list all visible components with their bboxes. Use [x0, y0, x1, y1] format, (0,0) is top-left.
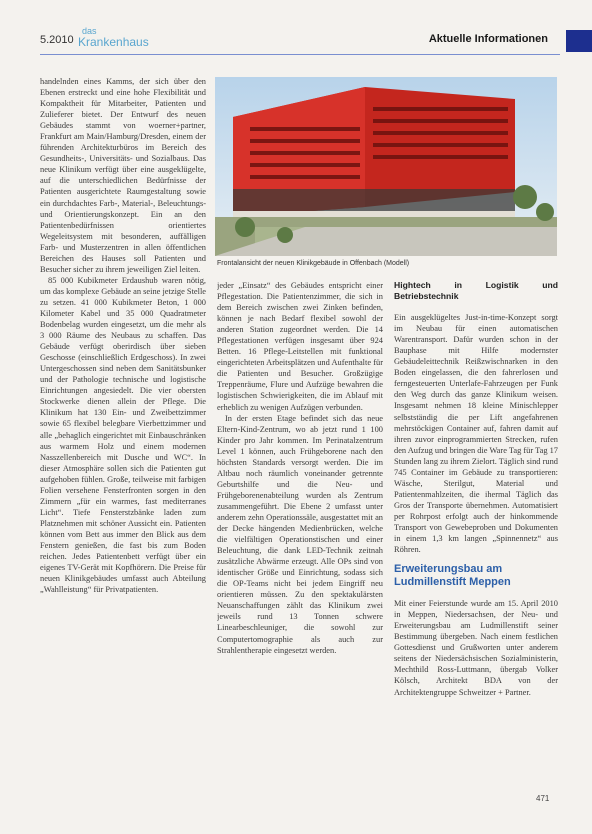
issue-number: 5.2010: [40, 34, 74, 46]
logo-small-text: das: [82, 26, 97, 36]
page-header: [0, 24, 592, 54]
page-number: 471: [536, 794, 550, 803]
paragraph: 85 000 Kubikmeter Erdaushub waren nötig, um das komplexe Gebäude an seine jetzige Stelle zu setzen. 41 000 Kubikmeter Beton, 1 000 Kilometer Kabel und 35 000 Quadratmeter Bodenbelag wurden eingesetzt, um die mehr als 3 000 Räume des Neubaus zu schaffen. Das Gebäude verfügt oberirdisch über sieben Geschosse (einschließlich Erdgeschoss). In zwei Untergeschossen sind neben dem Sanitätsbunker und der Pathologie technische und logistische Einrichtungen angesiedelt. Die vier obersten Stockwerke dienen allein der Pflege. Die Klinikum hat 130 Ein- und Zweibettzimmer sowie 65 flexibel belegbare Vierbettzimmer und alle „behaglich eingerichtet mit Einbauschränken aus warmem Holz und einem modernen Nasszellenbereich mit Dusche und WC“. In dieser Atmosphäre sollen sich die Patienten gut aufgehoben fühlen. Große, teilweise mit farbigen Folien versehene Fensterfronten sorgen in den Zimmern „für ein warmes, fast mediterranes Licht“. Tiefe Fensterstzbänke laden zum Platznehmen mit schöner Aussicht ein. Patienten können vom Bett aus immer den Blick aus dem Fenstern genießen, die fast bis zum Boden reichen. Jedes Patientenbett verfügt über ein eigenes TV-Gerät mit Kopfhörern. Die Preise für neuen Klinikgebäudes umfasst auch Abteilung „Wahlleistung“ für Privatpatienten.: [40, 275, 206, 595]
subheading-hightech: Hightech in Logistik und Betriebstechnik: [394, 280, 558, 302]
paragraph: Ein ausgeklügeltes Just-in-time-Konzept sorgt im Neubau für einen automatischen Warentransport. Dafür wurden schon in der Bauphase mit Hilfe modernster Gebäudeleittechnik Reißzwischnarken in den Boden eingelassen, die den fahrerlosen und ferngesteuerten Unterlafe-Fahrzeugen per Funk den Weg durch das ganze Klinikum weisen. Insgesamt nehmen 18 kleine Minischlepper selbstständig die per Lift angefahrenen mehrstöckigen Container auf, fahren damit auf ihren zuvor einprogrammierten Strecken, rufen den Aufzug und bringen die Ware Tag für Tag 17 Stunden lang zu ihrem Zielort. Täglich sind rund 745 Container im Gebäude zu transportieren: Wäsche, Sterilgut, Material und Patientenmahlzeiten, die ihermal Täglich das Gros der Transporte übernehmen. Automatisiert per Rohrpost erfolgt auch der hinkommende Transport von Gewebeproben und Dokumenten in einem 1,3 km langen „Spinnennetz“ aus Röhren.: [394, 313, 558, 555]
heading-meppen: Erweiterungsbau am Ludmillenstift Meppen: [394, 563, 511, 589]
text-column-2: [217, 280, 383, 800]
logo-main-text: Krankenhaus: [78, 35, 149, 49]
photo-caption: Frontalansicht der neuen Klinikgebäude in Offenbach (Modell): [217, 260, 410, 267]
paragraph: jeder „Einsatz“ des Gebäudes entspricht einer Pflegestation. Die Patientenzimmer, die sich in dem Bereich zwischen zwei Zinken befinden, können je nach Bedarf flexibel sowohl der anderen Station zugeordnet werden. Die 14 Pflegestationen verfügen insgesamt über 924 Betten. 16 Pflege-Leitstellen mit funktional eingerichteten Arbeitsplätzen und Aufenthalte für die Patienten und Besucher. Großzügige Treppenräume, Flure und Aufzüge bewahren die logistischen Schwierigkeiten, die im Ablauf mit erheblich zu wenigen Aufzügen verbunden.: [217, 281, 383, 412]
text-column-3: [394, 280, 558, 800]
magazine-logo: [78, 26, 149, 48]
text-column-1: [40, 76, 206, 796]
section-title: Aktuelle Informationen: [428, 33, 548, 45]
building-illustration: [215, 77, 557, 256]
paragraph: Mit einer Feierstunde wurde am 15. April 2010 in Meppen, Niedersachsen, der Neu- und Erweiterungsbau am Ludmillenstift seiner Bestimmung übergeben. Nach einem festlichen Gottesdienst und Grußworten unter anderem seitens der Niedersächsischen Sozialministerin, Mechthild Ross-Luttmann, übergab Volker Kölsch, Architekt BDA von der Architektengruppe Schweitzer + Partner.: [394, 599, 558, 697]
hospital-building-photo: [215, 77, 557, 256]
header-rule: [40, 54, 560, 55]
paragraph: handelnden eines Kamms, der sich über den Ebenen erstreckt und eine hohe Flexibilität und Kompaktheit für Mitarbeiter, Patienten und Zulieferer bietet. Der Entwurf des neuen Gebäudes stammt von woerner+partner, Frankfurt am Main/Hamburg/Dresden, einem der führenden Architekturbüros im Bereich des Gesundheits-, Universitäts- und Sozialbaus. Das neue Klinikum verfügt über eine ausgeklügelte, auf die unterschiedlichen Bedürfnisse der Patienten ausgerichtete Raumgestaltung sowie ein durchdachtes Farb-, Material-, Beleuchtungs- und Orientierungskonzept. Ein an den Patientenbedürfnissen orientiertes Wegeleitsystem mit besonderen, auffälligen Farb- und Musterzentren in allen öffentlichen Bereichen des Hauses soll Patienten und Besucher sicher zu ihrem jeweiligen Ziel leiten.: [40, 77, 206, 274]
paragraph: In der ersten Etage befindet sich das neue Eltern-Kind-Zentrum, wo ab jetzt rund 1 100 Kinder pro Jahr kommen. Im Perinatalzentrum Level 1 können, auch Frühgeborene nach den höchsten Standards versorgt werden. Die im Altbau noch räumlich voneinander getrennte Geburtshilfe und die Neu- und Frühgeborenenabteilung wurden als Zentrum zusammengeführt. Die Ebene 2 umfasst unter anderem zehn Operationssäle, ausgestattet mit an der Decke hängenden Medienbrücken, welche die vielfältigen Operationstischen und einer Beleuchtung, die dank LED-Technik zeitnah zusätzliche Abwärme erzeugt. Alle OPs sind von identischer Größe und Einrichtung, sodass sich die OP-Teams nicht bei jedem Eingriff neu orientieren müssen. Zu den spektakulärsten Neuanschaffungen zählt das Klinikum zwei jeweils rund 13 Tonnen schwere Linearbeschleuniger, die sowohl zur Computertomographie als auch zur Strahlentherapie eingesetzt werden.: [217, 413, 383, 655]
section-color-block: [566, 30, 592, 52]
